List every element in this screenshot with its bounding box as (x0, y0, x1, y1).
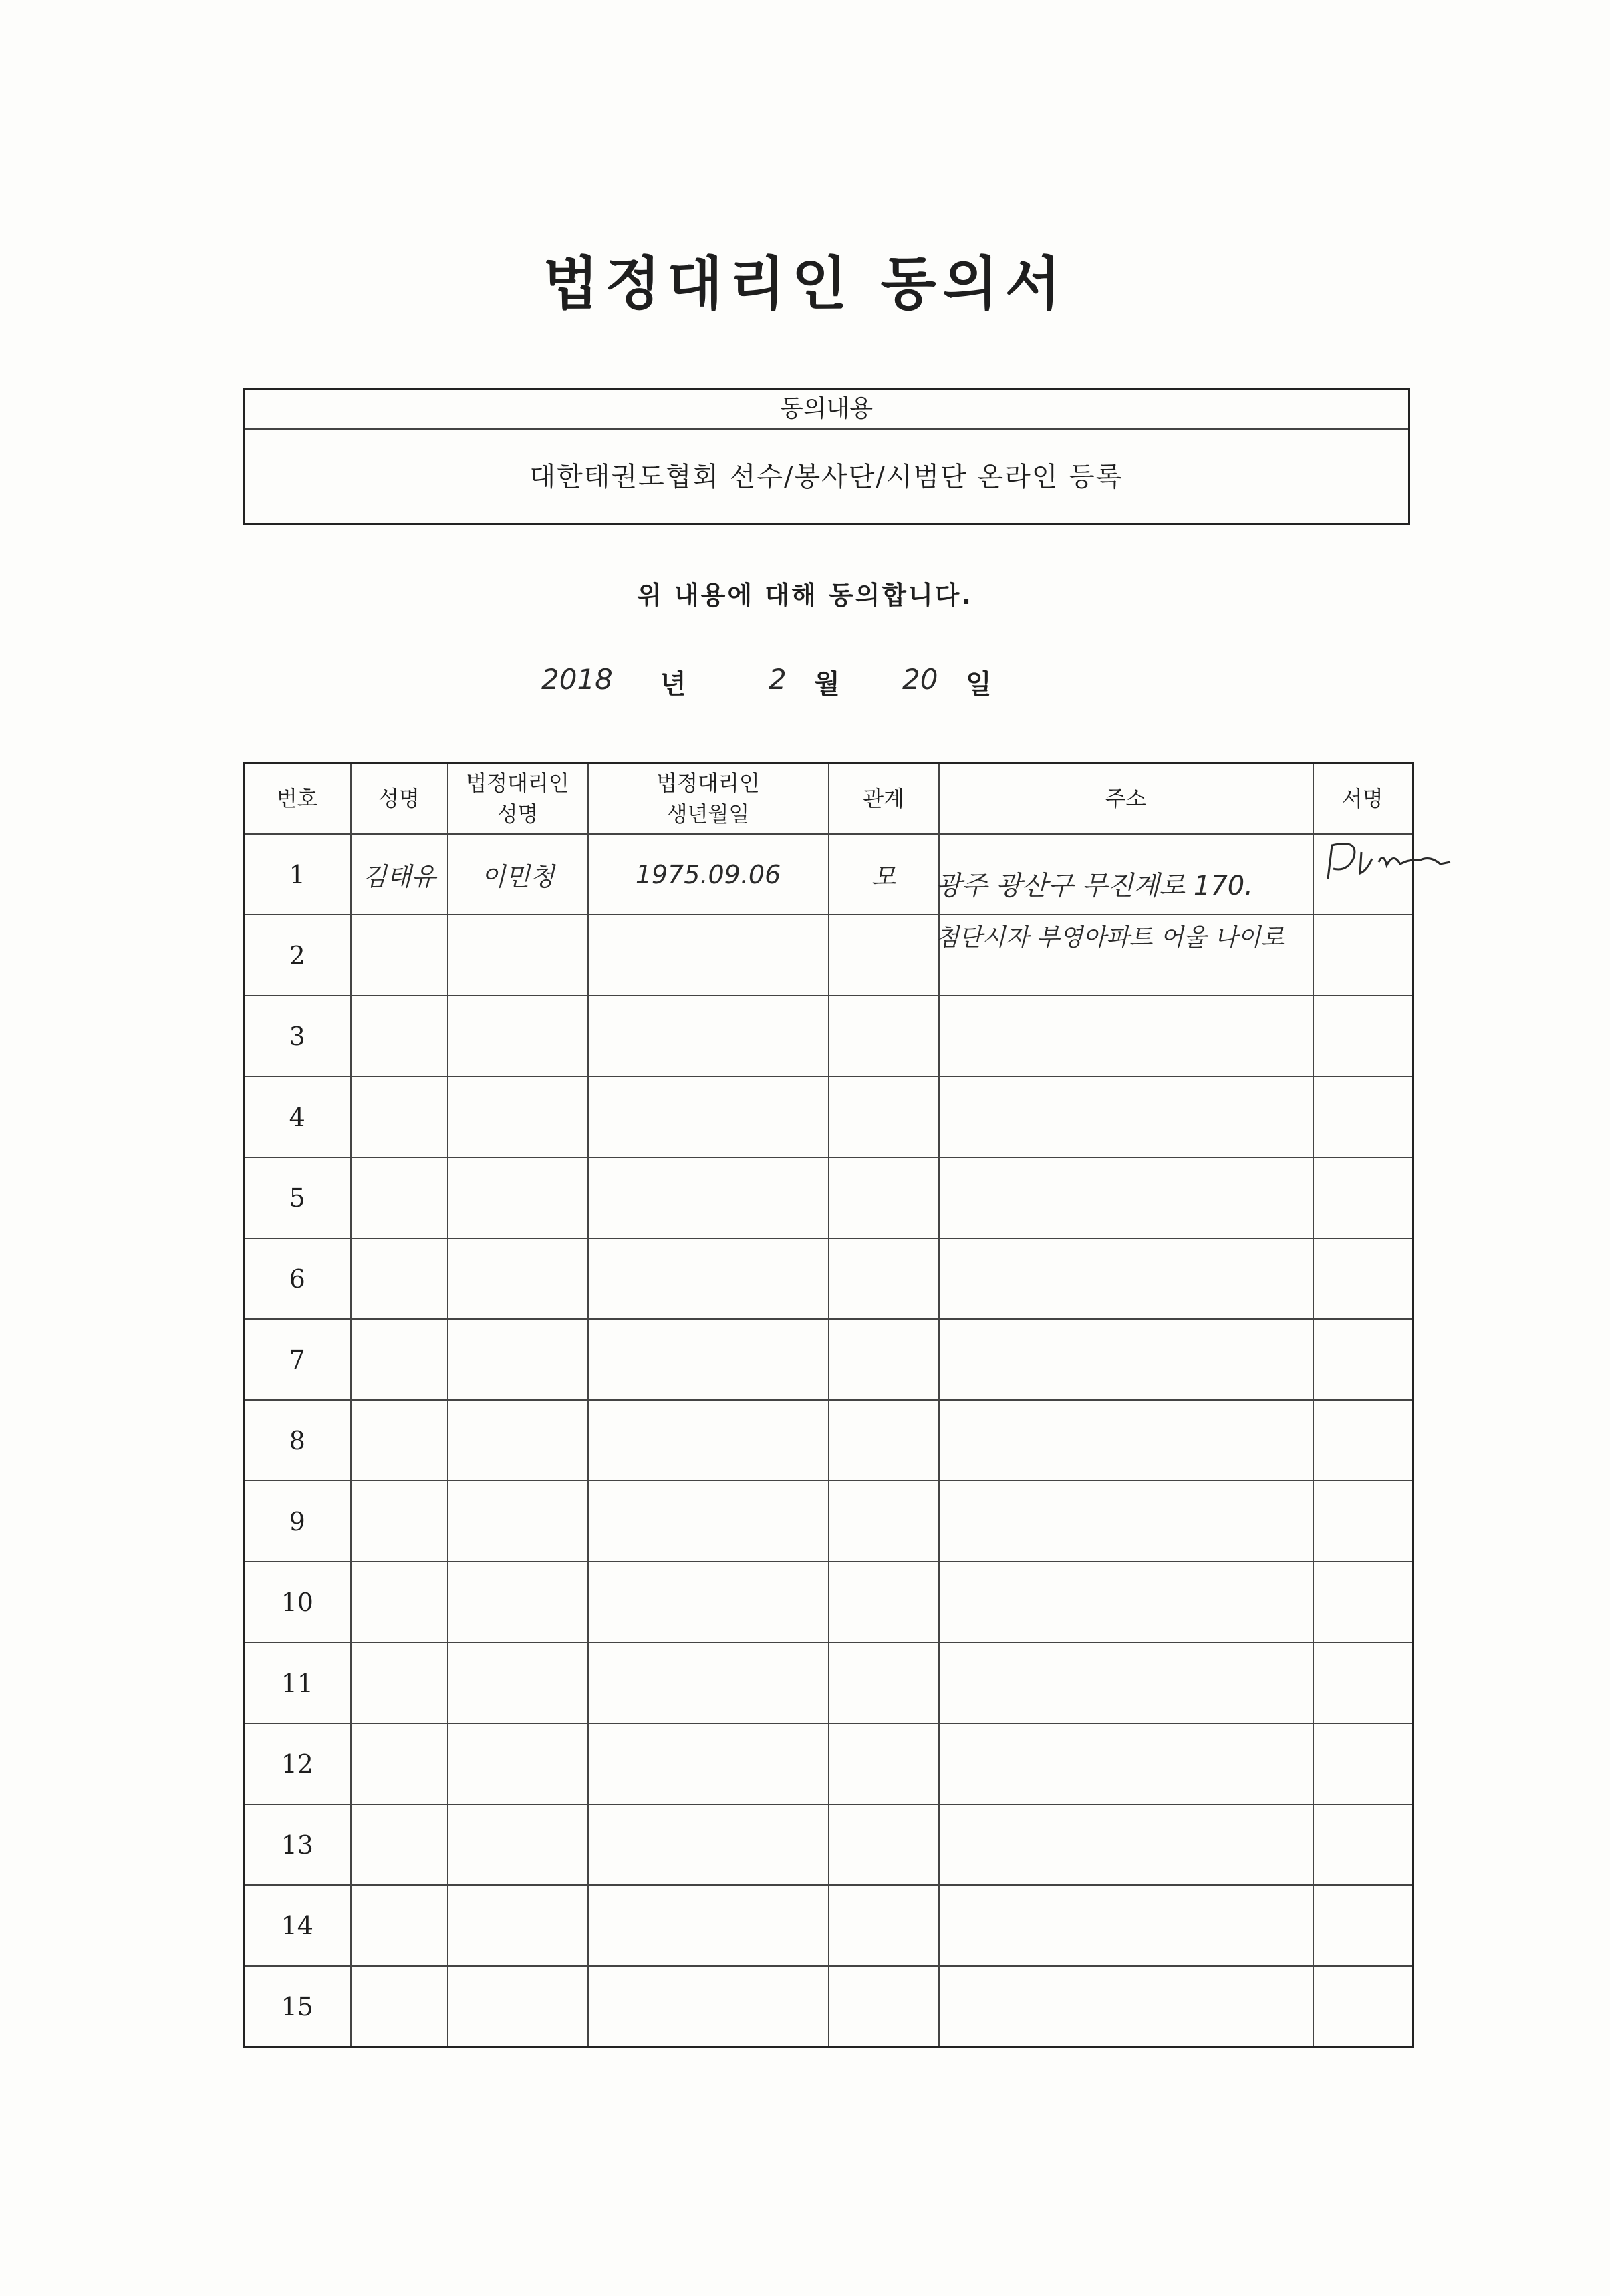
row-signature (1313, 1157, 1413, 1238)
row-number: 6 (244, 1238, 351, 1319)
row-guardian-name: 이민청 (448, 834, 588, 915)
header-number: 번호 (244, 763, 351, 835)
table-row (244, 1804, 1413, 1885)
agreement-statement: 위 내용에 대해 동의합니다. (637, 581, 973, 610)
row-guardian-birth (588, 1642, 829, 1723)
row-guardian-birth (588, 1966, 829, 2047)
row-address (939, 1238, 1313, 1319)
consent-box (243, 388, 1410, 525)
row-number: 1 (244, 834, 351, 915)
row-signature (1313, 915, 1413, 996)
row-name (351, 1885, 448, 1966)
row-relation (829, 1319, 939, 1400)
row-name: 김태유 (351, 834, 448, 915)
table-row (244, 1077, 1413, 1157)
row-guardian-name (448, 1400, 588, 1481)
table-row (244, 1400, 1413, 1481)
row-number: 3 (244, 996, 351, 1077)
row-address (939, 1804, 1313, 1885)
row-guardian-name (448, 996, 588, 1077)
row-name (351, 1319, 448, 1400)
row-relation (829, 1238, 939, 1319)
row-guardian-birth (588, 915, 829, 996)
handwritten-signature (1320, 832, 1454, 892)
row-relation (829, 1400, 939, 1481)
date-year-label: 년 (660, 669, 686, 700)
row-guardian-name (448, 1642, 588, 1723)
row-relation: 모 (829, 834, 939, 915)
row-guardian-birth (588, 1562, 829, 1642)
consent-header: 동의내용 (245, 390, 1408, 430)
row-number: 13 (244, 1804, 351, 1885)
row-relation (829, 1562, 939, 1642)
row-relation (829, 915, 939, 996)
table-row (244, 1642, 1413, 1723)
row-name (351, 996, 448, 1077)
row-address (939, 1400, 1313, 1481)
table-row (244, 1723, 1413, 1804)
header-guardian-birth-line1: 법정대리인 (656, 770, 760, 796)
row-number: 14 (244, 1885, 351, 1966)
row-guardian-name (448, 1966, 588, 2047)
header-guardian-name-line1: 법정대리인 (466, 770, 569, 796)
row-relation (829, 1077, 939, 1157)
row-guardian-name (448, 1319, 588, 1400)
row-name (351, 1642, 448, 1723)
table-row (244, 1238, 1413, 1319)
row-address (939, 1077, 1313, 1157)
row-guardian-name (448, 1157, 588, 1238)
row-signature (1313, 1481, 1413, 1562)
row-guardian-name (448, 1238, 588, 1319)
row-name (351, 1400, 448, 1481)
table-row (244, 1562, 1413, 1642)
row-guardian-birth (588, 1400, 829, 1481)
row-guardian-birth (588, 1077, 829, 1157)
row-relation (829, 1966, 939, 2047)
header-guardian-name (448, 763, 588, 835)
row-relation (829, 1642, 939, 1723)
date-year: 2018 (541, 663, 613, 696)
header-address: 주소 (939, 763, 1313, 835)
row-address (939, 1642, 1313, 1723)
row-relation (829, 1481, 939, 1562)
row-number: 10 (244, 1562, 351, 1642)
row-guardian-name (448, 1077, 588, 1157)
row-signature (1313, 1723, 1413, 1804)
address-line-1: 광주 광산구 무진계로 170. (936, 871, 1253, 901)
row-address (939, 1562, 1313, 1642)
header-name: 성명 (351, 763, 448, 835)
row-name (351, 1966, 448, 2047)
row-relation (829, 1723, 939, 1804)
row-address (939, 1723, 1313, 1804)
table-row (244, 996, 1413, 1077)
row-guardian-name (448, 1723, 588, 1804)
row-number: 15 (244, 1966, 351, 2047)
row-number: 12 (244, 1723, 351, 1804)
row-guardian-name (448, 915, 588, 996)
date-day: 20 (902, 663, 938, 696)
row-number: 5 (244, 1157, 351, 1238)
row-guardian-birth (588, 1319, 829, 1400)
row-signature (1313, 1562, 1413, 1642)
row-signature (1313, 1642, 1413, 1723)
row-address (939, 1885, 1313, 1966)
row-name (351, 1481, 448, 1562)
document-title: 법정대리인 동의서 (543, 251, 1067, 317)
row-address (939, 1319, 1313, 1400)
row-name (351, 915, 448, 996)
date-month-label: 월 (814, 669, 840, 700)
row-address (939, 1966, 1313, 2047)
row-name (351, 1723, 448, 1804)
row-guardian-name (448, 1481, 588, 1562)
row-name (351, 1077, 448, 1157)
row-guardian-birth (588, 1238, 829, 1319)
row-guardian-birth (588, 1157, 829, 1238)
row-number: 11 (244, 1642, 351, 1723)
date-month: 2 (769, 663, 787, 696)
row-signature (1313, 1238, 1413, 1319)
row-number: 9 (244, 1481, 351, 1562)
row-name (351, 1157, 448, 1238)
row-signature (1313, 1400, 1413, 1481)
address-line-2: 첨단시자 부영아파트 어울 나이로 (936, 924, 1285, 952)
date-day-label: 일 (966, 669, 992, 700)
row-signature (1313, 1077, 1413, 1157)
header-signature: 서명 (1313, 763, 1413, 835)
row-name (351, 1562, 448, 1642)
row-signature (1313, 996, 1413, 1077)
row-guardian-birth (588, 1481, 829, 1562)
header-guardian-birth-line2: 생년월일 (666, 801, 750, 827)
row-relation (829, 1157, 939, 1238)
row-name (351, 1804, 448, 1885)
address-handwritten (936, 860, 1317, 964)
row-signature (1313, 1966, 1413, 2047)
row-relation (829, 996, 939, 1077)
row-guardian-birth (588, 996, 829, 1077)
header-relation: 관계 (829, 763, 939, 835)
row-address (939, 996, 1313, 1077)
row-guardian-birth (588, 1804, 829, 1885)
consent-body: 대한태권도협회 선수/봉사단/시범단 온라인 등록 (529, 462, 1123, 492)
header-guardian-name-line2: 성명 (497, 801, 539, 827)
row-relation (829, 1804, 939, 1885)
row-address (939, 1481, 1313, 1562)
table-row (244, 1966, 1413, 2047)
row-guardian-birth (588, 1885, 829, 1966)
table-row (244, 1481, 1413, 1562)
table-row (244, 1319, 1413, 1400)
row-signature (1313, 1804, 1413, 1885)
header-guardian-birth (588, 763, 829, 835)
row-number: 2 (244, 915, 351, 996)
table-row (244, 1885, 1413, 1966)
row-name (351, 1238, 448, 1319)
row-guardian-birth: 1975.09.06 (588, 834, 829, 915)
row-address (939, 1157, 1313, 1238)
row-relation (829, 1885, 939, 1966)
row-number: 8 (244, 1400, 351, 1481)
row-number: 4 (244, 1077, 351, 1157)
table-row (244, 1157, 1413, 1238)
table-header-row (244, 763, 1413, 835)
row-guardian-name (448, 1562, 588, 1642)
row-signature (1313, 1885, 1413, 1966)
row-number: 7 (244, 1319, 351, 1400)
row-guardian-name (448, 1885, 588, 1966)
row-guardian-birth (588, 1723, 829, 1804)
row-guardian-name (448, 1804, 588, 1885)
row-signature (1313, 1319, 1413, 1400)
